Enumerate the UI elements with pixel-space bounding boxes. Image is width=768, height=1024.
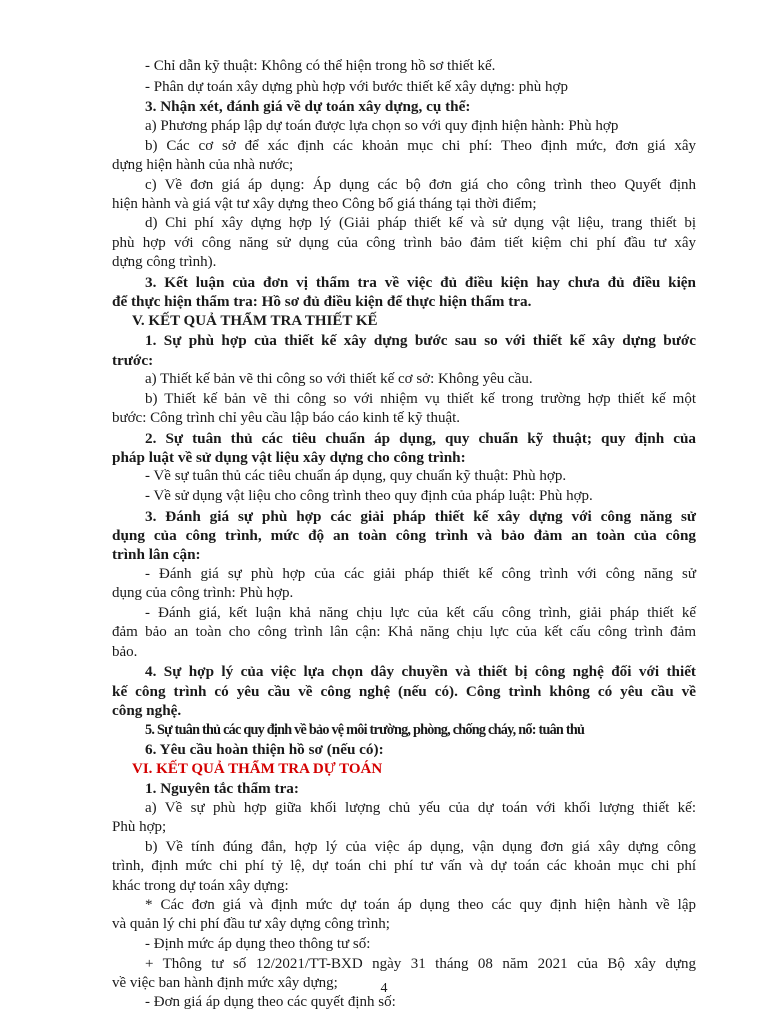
text-line: - Phân dự toán xây dựng phù hợp với bước thiết kế xây dựng: phù hợp [145,79,568,95]
section-heading: dụng của công trình, mức độ an toàn công trình và bảo đảm an toàn của công [112,527,696,544]
section-heading: 6. Yêu cầu hoàn thiện hồ sơ (nếu có): [145,741,384,758]
text-line: về việc ban hành định mức xây dựng; [112,975,338,991]
section-heading: 4. Sự hợp lý của việc lựa chọn dây chuyền và thiết bị công nghệ đối với thiết [145,663,696,680]
section-heading: trước: [112,352,154,369]
text-line: a) Phương pháp lập dự toán được lựa chọn so với quy định hiện hành: Phù hợp [145,118,619,134]
text-line: khác trong dự toán xây dựng: [112,878,289,894]
text-line: bảo. [112,644,138,660]
text-line: dựng hiện hành của nhà nước; [112,157,294,173]
section-heading: 3. Kết luận của đơn vị thẩm tra về việc đủ điều kiện hay chưa đủ điều kiện [145,274,696,291]
text-line: Phù hợp; [112,819,167,835]
chapter-heading: V. KẾT QUẢ THẨM TRA THIẾT KẾ [132,313,378,329]
text-line: - Về sự tuân thủ các tiêu chuẩn áp dụng, quy chuẩn kỹ thuật: Phù hợp. [145,468,567,484]
section-heading: 1. Sự phù hợp của thiết kế xây dựng bước sau so với thiết kế xây dựng bước [145,332,696,349]
text-line: và quản lý chi phí đầu tư xây dựng công trình; [112,916,390,932]
section-heading: 5. Sự tuân thủ các quy định về bảo vệ môi trường, phòng, chống cháy, nổ: tuân thủ [145,722,585,738]
text-line: bước: Công trình chỉ yêu cầu lập báo cáo kinh tế kỹ thuật. [112,410,461,426]
text-line: * Các đơn giá và định mức dự toán áp dụng theo các quy định hiện hành về lập [145,897,696,913]
text-line: a) Thiết kế bản vẽ thi công so với thiết kế cơ sở: Không yêu cầu. [145,371,533,387]
section-heading: trình lân cận: [112,546,201,563]
text-line: - Chỉ dẫn kỹ thuật: Không có thể hiện trong hồ sơ thiết kế. [145,58,496,74]
section-heading: để thực hiện thẩm tra: Hồ sơ đủ điều kiện để thực hiện thẩm tra. [112,293,532,310]
section-heading: 3. Đánh giá sự phù hợp các giải pháp thiết kế xây dựng với công năng sử [145,508,696,525]
section-heading: 2. Sự tuân thủ các tiêu chuẩn áp dụng, quy chuẩn kỹ thuật; quy định của [145,430,696,447]
chapter-heading: VI. KẾT QUẢ THẨM TRA DỰ TOÁN [132,761,383,777]
section-heading: kế công trình có yêu cầu về công nghệ (nếu có). Công trình không có yêu cầu về [112,683,696,700]
text-line: a) Về sự phù hợp giữa khối lượng chủ yếu của dự toán với khối lượng thiết kế: [145,800,696,816]
text-line: dựng công trình). [112,254,217,270]
section-heading: pháp luật về sử dụng vật liệu xây dựng cho công trình: [112,449,466,466]
text-line: - Đánh giá sự phù hợp của các giải pháp thiết kế công trình với công năng sử [145,566,696,582]
section-heading: công nghệ. [112,702,182,719]
text-line: c) Về đơn giá áp dụng: Áp dụng các bộ đơn giá cho công trình theo Quyết định [145,177,696,193]
page-number: 4 [380,981,388,996]
section-heading: 3. Nhận xét, đánh giá về dự toán xây dựng, cụ thể: [145,98,471,115]
text-line: - Đơn giá áp dụng theo các quyết định số: [145,994,396,1010]
text-line: b) Thiết kế bản vẽ thi công so với nhiệm vụ thiết kế trong trường hợp thiết kế một [145,391,696,407]
text-line: - Đánh giá, kết luận khả năng chịu lực của kết cấu công trình, giải pháp thiết kế [145,605,696,621]
text-line: phù hợp với công năng sử dụng của công trình bảo đảm tiết kiệm chi phí đầu tư xây [112,235,696,251]
text-line: dụng của công trình: Phù hợp. [112,585,294,601]
text-line: + Thông tư số 12/2021/TT-BXD ngày 31 tháng 08 năm 2021 của Bộ xây dựng [145,956,696,972]
text-line: trình, định mức chi phí tỷ lệ, dự toán chi phí tư vấn và dự toán các khoản mục chi phí [112,858,696,874]
section-heading: 1. Nguyên tắc thẩm tra: [145,780,299,797]
text-line: d) Chi phí xây dựng hợp lý (Giải pháp thiết kế và sử dụng vật liệu, trang thiết bị [145,215,696,231]
text-line: b) Về tính đúng đắn, hợp lý của việc áp dụng, vận dụng đơn giá xây dựng công [145,839,696,855]
text-line: - Định mức áp dụng theo thông tư số: [145,936,371,952]
text-line: - Về sử dụng vật liệu cho công trình theo quy định của pháp luật: Phù hợp. [145,488,593,504]
text-line: hiện hành và giá vật tư xây dựng theo Công bố giá tháng tại thời điểm; [112,196,537,212]
text-line: b) Các cơ sở để xác định các khoản mục chi phí: Theo định mức, đơn giá xây [145,138,696,154]
text-line: đảm bảo an toàn cho công trình lân cận: Khả năng chịu lực của kết cấu công trình đảm [112,624,696,640]
